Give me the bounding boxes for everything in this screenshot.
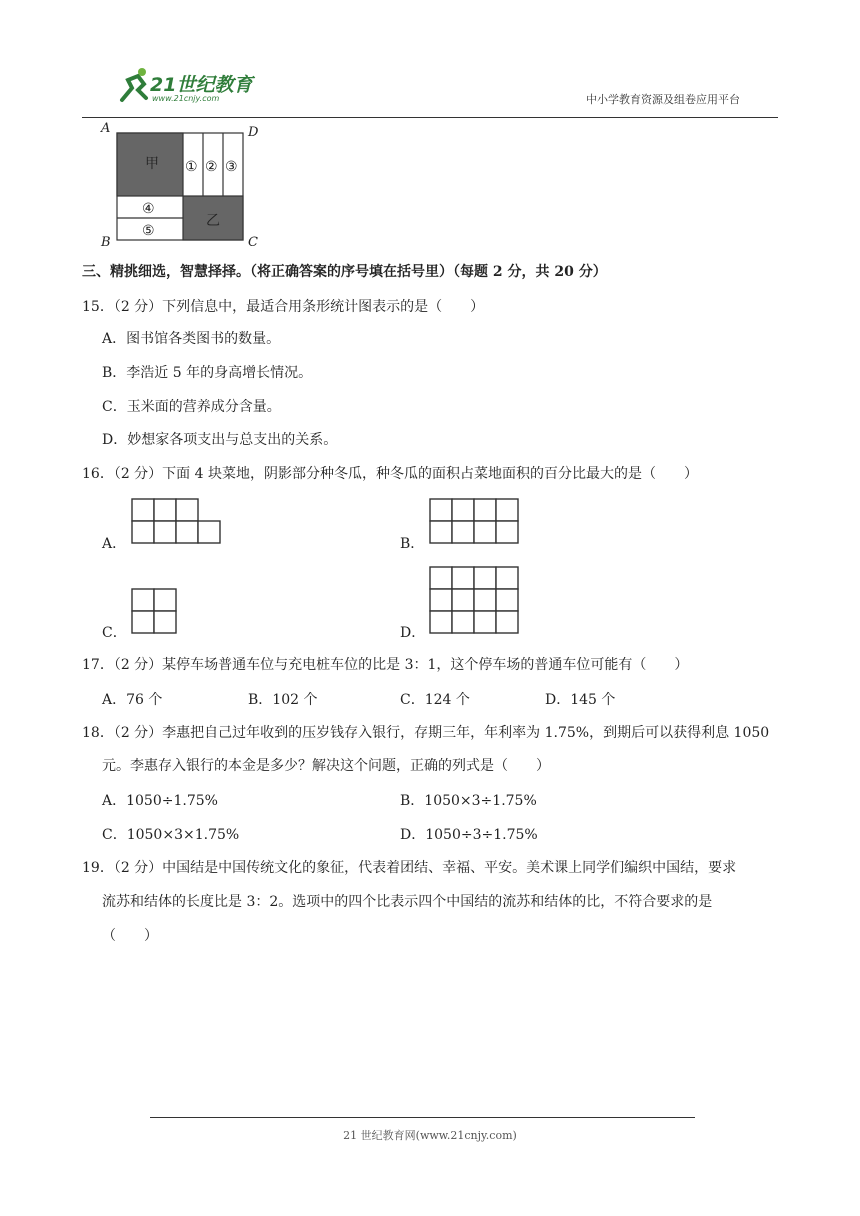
corner-c: C bbox=[248, 235, 258, 250]
label-c2: ② bbox=[205, 159, 218, 175]
q15-option-b: B．李浩近 5 年的身高增长情况。 bbox=[102, 365, 313, 381]
corner-a: A bbox=[101, 122, 111, 136]
q16-stem: 16．（2 分）下面 4 块菜地，阴影部分种冬瓜，种冬瓜的面积占菜地面积的百分比最大的是（ ） bbox=[82, 466, 698, 482]
q15-option-a: A．图书馆各类图书的数量。 bbox=[102, 331, 281, 347]
q16-option-a: A． bbox=[102, 536, 127, 552]
q18-stem-line1: 18．（2 分）李惠把自己过年收到的压岁钱存入银行，存期三年，年利率为 1.75%，到期后可以获得利息 1050 bbox=[82, 725, 770, 741]
q16-figure-c bbox=[130, 587, 180, 637]
section-title: 三、精挑细选，智慧择择。（将正确答案的序号填在括号里）（每题 2 分，共 20 分） bbox=[82, 264, 607, 280]
footer-text: 21 世纪教育网(www.21cnjy.com) bbox=[343, 1129, 517, 1142]
q17-option-b: B．102 个 bbox=[248, 692, 318, 708]
label-yi: 乙 bbox=[206, 213, 220, 229]
logo-text: 21世纪教育 bbox=[150, 74, 253, 96]
q15-option-c: C．玉米面的营养成分含量。 bbox=[102, 399, 281, 415]
label-c1: ① bbox=[185, 159, 198, 175]
header-divider bbox=[82, 117, 778, 118]
platform-title: 中小学教育资源及组卷应用平台 bbox=[586, 93, 740, 106]
q17-option-a: A．76 个 bbox=[102, 692, 163, 708]
footer-divider bbox=[150, 1117, 695, 1118]
logo-url: www.21cnjy.com bbox=[152, 94, 220, 103]
label-c5: ⑤ bbox=[142, 223, 155, 239]
q17-option-d: D．145 个 bbox=[545, 692, 616, 708]
q19-stem-line3: （ ） bbox=[102, 928, 158, 944]
label-c4: ④ bbox=[142, 201, 155, 217]
label-jia: 甲 bbox=[145, 156, 159, 172]
q18-option-a: A．1050÷1.75% bbox=[102, 793, 218, 809]
q18-option-b: B．1050×3÷1.75% bbox=[400, 793, 537, 809]
q19-stem-line2: 流苏和结体的长度比是 3：2。选项中的四个比表示四个中国结的流苏和结体的比，不符合要求的是 bbox=[102, 894, 713, 910]
q16-figure-a bbox=[130, 497, 224, 547]
q18-stem-line2: 元。李惠存入银行的本金是多少？解决这个问题，正确的列式是（ ） bbox=[102, 758, 550, 774]
q18-option-c: C．1050×3×1.75% bbox=[102, 827, 240, 843]
q17-stem: 17．（2 分）某停车场普通车位与充电桩车位的比是 3：1，这个停车场的普通车位可能有（ ） bbox=[82, 657, 689, 673]
rectangle-diagram bbox=[98, 122, 268, 250]
q18-option-d: D．1050÷3÷1.75% bbox=[400, 827, 538, 843]
q16-option-c: C． bbox=[102, 625, 127, 641]
label-c3: ③ bbox=[225, 159, 238, 175]
q16-option-b: B． bbox=[400, 536, 425, 552]
q15-stem: 15．（2 分）下列信息中，最适合用条形统计图表示的是（ ） bbox=[82, 299, 485, 315]
q16-figure-b bbox=[428, 497, 522, 547]
corner-b: B bbox=[101, 235, 111, 250]
corner-d: D bbox=[248, 125, 259, 140]
q17-option-c: C．124 个 bbox=[400, 692, 470, 708]
q15-option-d: D．妙想家各项支出与总支出的关系。 bbox=[102, 432, 338, 448]
q16-figure-d bbox=[428, 565, 522, 637]
q16-option-d: D． bbox=[400, 625, 426, 641]
q19-stem-line1: 19．（2 分）中国结是中国传统文化的象征，代表着团结、幸福、平安。美术课上同学们编织中国结，要求 bbox=[82, 860, 737, 876]
